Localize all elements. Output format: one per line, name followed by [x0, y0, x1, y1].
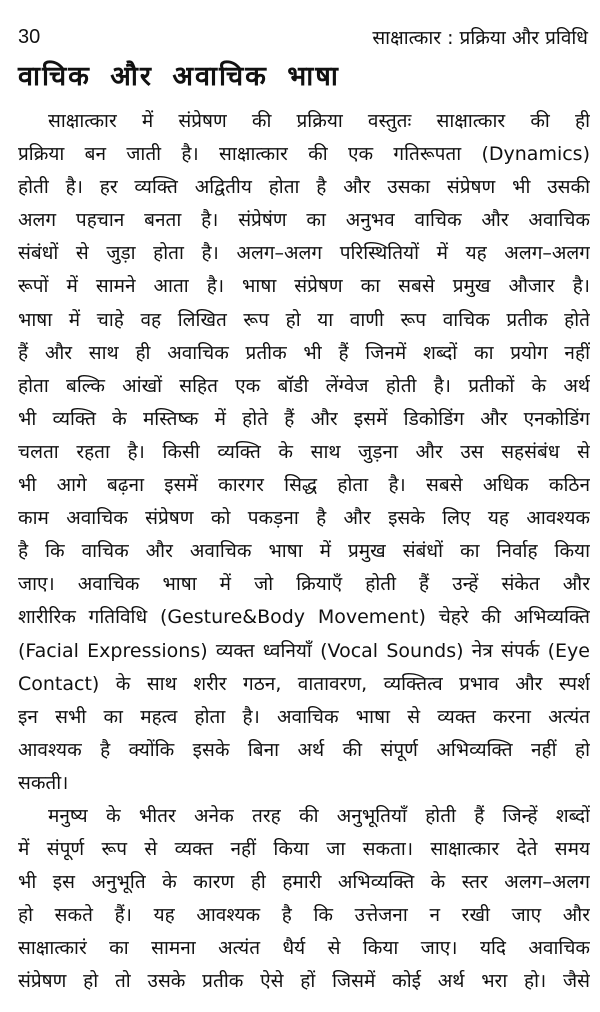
text-line: भी आगे बढ़ना इसमें कारगर सिद्ध होता है। सबसे अधिक कठिन [18, 474, 590, 497]
text-line: में संपूर्ण रूप से व्यक्त नहीं किया जा सकता। साक्षात्कार देते समय [18, 838, 590, 861]
text-line: Contact) के साथ शरीर गठन, वातावरण, व्यक्तित्व प्रभाव और स्पर्श [18, 672, 590, 695]
paragraph [18, 105, 590, 800]
text-line: अलग पहचान बनता है। संप्रेषंण का अनुभव वाचिक और अवाचिक [18, 209, 590, 232]
paragraph [18, 800, 590, 999]
text-line: रूपों में सामने आता है। भाषा संप्रेषण का सबसे प्रमुख औजार है। [18, 275, 590, 298]
text-line: चलता रहता है। किसी व्यक्ति के साथ जुड़ना और उस सहसंबंध से [18, 440, 590, 463]
text-line: होती है। हर व्यक्ति अद्वितीय होता है और उसका संप्रेषण भी उसकी [18, 176, 590, 199]
text-line: है कि वाचिक और अवाचिक भाषा में प्रमुख संबंधों का निर्वाह किया [18, 540, 590, 563]
text-line: मनुष्य के भीतर अनेक तरह की अनुभूतियाँ होती हैं जिन्हें शब्दों [48, 804, 590, 827]
text-line: प्रक्रिया बन जाती है। साक्षात्कार की एक गतिरूपता (Dynamics) [18, 143, 590, 166]
text-line: (Facial Expressions) व्यक्त ध्वनियाँ (Vocal Sounds) नेत्र संपर्क (Eye [18, 639, 590, 662]
text-line: जाए। अवाचिक भाषा में जो क्रियाएँ होती हैं उन्हें संकेत और [18, 573, 590, 596]
text-line: सकती। [18, 771, 69, 794]
text-line: साक्षात्कारं का सामना अत्यंत धैर्य से किया जाए। यदि अवाचिक [18, 937, 590, 960]
section-heading: वाचिक और अवाचिक भाषा [18, 61, 340, 92]
text-line: होता बल्कि आंखों सहित एक बॉडी लेंग्वेज होती है। प्रतीकों के अर्थ [18, 374, 590, 397]
text-line: भी इस अनुभूति के कारण ही हमारी अभिव्यक्ति के स्तर अलग–अलग [18, 871, 590, 894]
text-line: इन सभी का महत्व होता है। अवाचिक भाषा से व्यक्त करना अत्यंत [18, 705, 590, 728]
page-header [18, 22, 588, 52]
text-line: आवश्यक है क्योंकि इसके बिना अर्थ की संपूर्ण अभिव्यक्ति नहीं हो [18, 738, 590, 761]
body-text [18, 105, 590, 999]
running-title: साक्षात्कार : प्रक्रिया और प्रविधि [372, 27, 588, 49]
text-line: शारीरिक गतिविधि (Gesture&Body Movement) चेहरे की अभिव्यक्ति [18, 606, 590, 629]
text-line: संप्रेषण हो तो उसके प्रतीक ऐसे हों जिसमें कोई अर्थ भरा हो। जैसे [18, 970, 590, 993]
text-line: भी व्यक्ति के मस्तिष्क में होते हैं और इसमें डिकोडिंग और एनकोडिंग [18, 407, 590, 430]
text-line: भाषा में चाहे वह लिखित रूप हो या वाणी रूप वाचिक प्रतीक होते [18, 308, 590, 331]
page-number: 30 [18, 26, 41, 48]
text-line: हो सकते हैं। यह आवश्यक है कि उत्तेजना न रखी जाए और [18, 904, 590, 927]
text-line: काम अवाचिक संप्रेषण को पकड़ना है और इसके लिए यह आवश्यक [18, 507, 590, 530]
text-line: संबंधों से जुड़ा होता है। अलग–अलग परिस्थितियों में यह अलग–अलग [18, 242, 590, 265]
text-line: साक्षात्कार में संप्रेषण की प्रक्रिया वस्तुतः साक्षात्कार की ही [48, 110, 590, 132]
text-line: हैं और साथ ही अवाचिक प्रतीक भी हैं जिनमें शब्दों का प्रयोग नहीं [18, 341, 590, 364]
